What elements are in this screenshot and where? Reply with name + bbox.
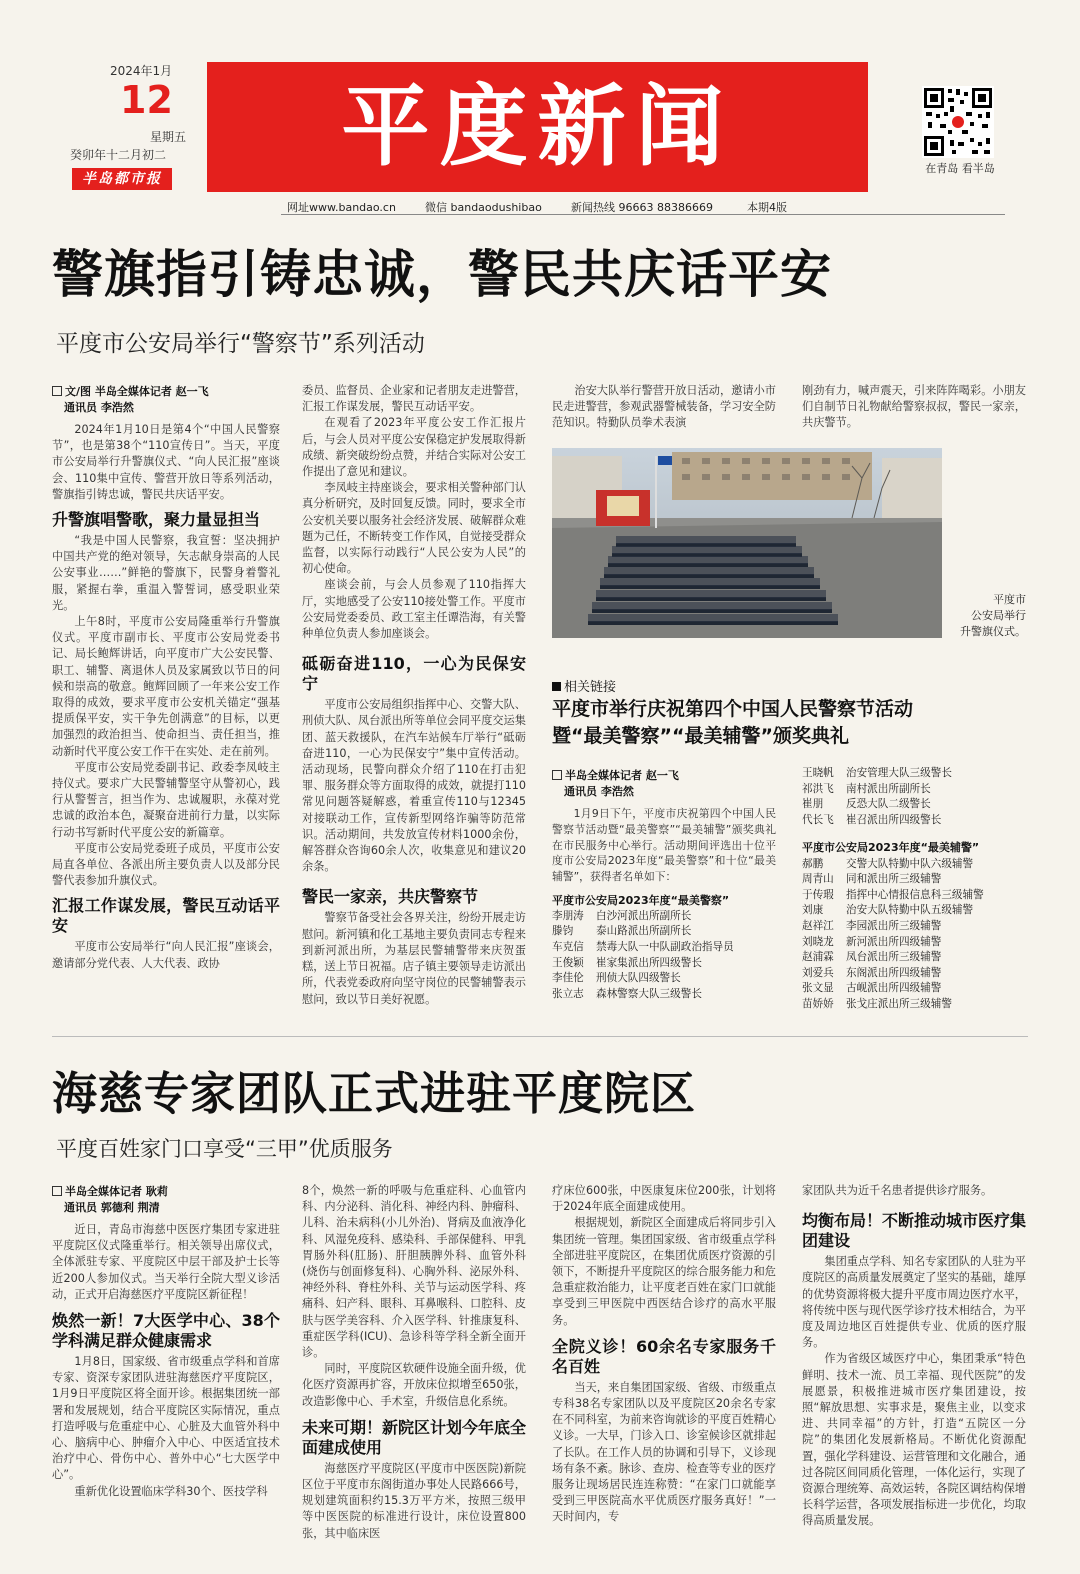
list-item: 刘爱兵 东阁派出所四级辅警 — [802, 966, 942, 979]
list-item: 赵祥江 李园派出所三级辅警 — [802, 919, 942, 932]
masthead-rule — [281, 214, 1005, 215]
list-item: 王俊颖 崔家集派出所四级警长 — [552, 956, 702, 969]
list-item: 祁洪飞 南村派出所副所长 — [802, 782, 931, 795]
story1-column-3: 治安大队举行警营开放日活动，邀请小市民走进警营，参观武器警械装备，学习安全防范知识。特勤队员拳术表演 — [552, 384, 776, 430]
section-heading-family: 警民一家亲，共庆警察节 — [302, 887, 479, 907]
wechat-id: 微信 bandaodushibao — [425, 201, 542, 214]
list-item: 周青山 同和派出所三级辅警 — [802, 873, 942, 886]
police-list-title: 平度市公安局2023年度“最美警察” — [552, 893, 730, 907]
story1-headline: 警旗指引铸忠诚，警民共庆话平安 — [52, 246, 833, 305]
edition-count: 本期4版 — [747, 201, 787, 214]
news-hotline: 新闻热线 96663 88386669 — [571, 201, 713, 214]
qr-code[interactable] — [922, 86, 994, 158]
qr-caption: 在青岛 看半岛 — [925, 162, 995, 175]
list-item: 张文显 古岘派出所四级辅警 — [802, 982, 942, 995]
list-item: 滕钧 泰山路派出所副所长 — [552, 925, 692, 938]
list-item: 刘康 治安大队特勤中队五级辅警 — [802, 904, 974, 917]
list-item: 王晓帆 治安管理大队三级警长 — [802, 767, 952, 779]
masthead-banner — [207, 62, 868, 192]
list-item: 代长飞 崔召派出所四级警长 — [802, 813, 942, 826]
byline-box-icon — [52, 386, 62, 396]
list-item: 郝鹏 交警大队特勤中队六级辅警 — [802, 857, 974, 870]
masthead-info-bar — [285, 198, 1005, 218]
website-link[interactable]: 网址www.bandao.cn — [287, 201, 396, 214]
list-item: 车克信 禁毒大队一中队副政治指导员 — [552, 940, 734, 953]
related-link-tag: 相关链接 — [552, 676, 616, 695]
section-heading-flag: 升警旗唱警歌，聚力量显担当 — [52, 510, 261, 530]
list-item: 赵浦霖 凤台派出所三级辅警 — [802, 951, 942, 964]
list-item: 苗娇娇 张戈庄派出所三级辅警 — [802, 997, 952, 1010]
related-column-1: 半岛全媒体记者 赵一飞 通讯员 李浩然 1月9日下午，平度市庆祝第四个中国人民警察节活动暨“最美警察”“最美辅警”颁奖典礼在市民服务中心举行。活动期间评选出十位平度市公安局2023年度“最美警察”和十位“最美辅警”，获得者名单如下： 平度市公安局2023年度“最美警察” 李朋涛 白沙河派出所副所长 滕钧 泰山路派出所副所长 车克信 禁毒大队一中队副政治指导员 王俊颖 崔家集派出所四级警长 李佳伦 刑侦大队四级警长 张立志 森林警察大队三级警长 — [552, 768, 776, 1002]
story2-column-2: 8个，焕然一新的呼吸与危重症科、心血管内科、内分泌科、消化科、神经内科、肿瘤科、儿科、治未病科(小儿外治)、肾病及血液净化科、风湿免疫科、感染科、手部保健科、甲乳胃肠外科(肛肠)、肝胆胰脾外科、血管外科(烧伤与创面修复科)、心胸外科、泌尿外科、神经外科、脊柱外科、关节与运动医学科、疼痛科、妇产科、眼科、耳鼻喉科、口腔科、皮肤与医学美容科、介入医学科、针推康复科、重症医学科(ICU)、急诊科等学科全新全面开诊。 同时，平度院区软硬件设施全面升级，优化医疗资源再扩容，开放床位拟增至650张，改造影像中心、手术室，升级信息化系统。 未来可期！新院区计划今年底全面建成使用 海慈医疗平度院区(平度市中医医院)新院区位于平度市东阁街道办事处人民路666号，规划建筑面积约15.3万平方米，按照三级甲等中医医院的标准进行设计，床位设置800张，其中临床医 — [302, 1184, 527, 1540]
section-heading-layout: 均衡布局！不断推动城市医疗集团建设 — [802, 1211, 1027, 1251]
list-item: 于传瑕 指挥中心情报信息科三级辅警 — [802, 888, 984, 901]
weekday: 星期五 — [150, 130, 187, 144]
section-heading-report: 汇报工作谋发展，警民互动话平安 — [52, 896, 280, 936]
aux-list-title: 平度市公安局2023年度“最美辅警” — [802, 841, 980, 855]
flag-ceremony-photo — [552, 448, 942, 638]
lunar-date: 癸卯年十二月初二 — [70, 148, 167, 162]
section-heading-110: 砥砺奋进110，一心为民保安宁 — [302, 654, 526, 694]
story-divider — [52, 1036, 1028, 1037]
section-heading-clinic: 全院义诊！60余名专家服务千名百姓 — [552, 1336, 776, 1376]
story1-column-2: 委员、监督员、企业家和记者朋友走进警营，汇报工作谋发展，警民互动话平安。 在观看了2023年平度公安工作汇报片后，与会人员对平度公安保稳定护发展取得新成绩、新突破纷纷点赞，并结合实际对公安工作提出了意见和建议。 李凤岐主持座谈会，要求相关警种部门认真分析研究，及时回复反馈。同时，要求全市公安机关要以服务社会经济发展、破解群众难题为己任，不断转变工作作风，自觉接受群众监督，以实际行动践行“人民公安为人民”的初心使命。 座谈会前，与会人员参观了110指挥大厅，实地感受了公安110接处警工作。平度市公安局党委委员、政工室主任谭浩海，有关警种单位负责人参加座谈会。 砥砺奋进110，一心为民保安宁 平度市公安局组织指挥中心、交警大队、刑侦大队、凤台派出所等单位会同平度交运集团、蓝天救援队，在汽车站候车厅举行“砥砺奋进110，一心为民保安宁”集中宣传活动。活动现场，民警向群众介绍了110在打击犯罪、服务群众等方面取得的成效，就提打110常见问题答疑解惑，着重宣传110与12345对接联动工作，宣传新型网络诈骗等防范常识。活动期间，共发放宣传材料1000余份，解答群众咨询60余人次，收集意见和建议20余条。 警民一家亲，共庆警察节 警察节备受社会各界关注，纷纷开展走访慰问。新河镇和化工基地主要负责同志专程来到新河派出所，为基层民警辅警带来庆贺蛋糕，送上节日祝福。店子镇主要领导走访派出所，代表党委政府向坚守岗位的民警辅警表示慰问，致以节日美好祝愿。 — [302, 384, 526, 1006]
photo-caption: 平度市 公安局举行 升警旗仪式。 — [960, 593, 1026, 638]
related-byline: 半岛全媒体记者 赵一飞 通讯员 李浩然 — [552, 768, 776, 800]
section-heading-new: 焕然一新！7大医学中心、38个学科满足群众健康需求 — [52, 1311, 280, 1351]
date-year-month: 2024年1月 — [110, 64, 173, 78]
story2-column-3: 疗床位600张，中医康复床位200张，计划将于2024年底全面建成使用。 根据规划，新院区全面建成后将同步引入集团统一管理。集团国家级、省市级重点学科全部进驻平度院区，在集团优质医疗资源的引领下，不断提升平度院区的综合服务能力和危急重症救治能力，让平度老百姓在家门口就能享受到三甲医院中西医结合诊疗的高水平服务。 全院义诊！60余名专家服务千名百姓 当天，来自集团国家级、省级、市级重点专科38名专家团队以及平度院区20余名专家在不同科室，为前来咨询就诊的平度百姓精心义诊。一大早，门诊入口、诊室候诊区就排起了长队。在工作人员的协调和引导下，义诊现场有条不紊。脉诊、查房、检查等专业的医疗服务让现场居民连连称赞：“在家门口就能享受到三甲医院高水平优质医疗服务真好！”一天时间内，专 — [552, 1184, 776, 1524]
list-item: 李佳伦 刑侦大队四级警长 — [552, 972, 681, 985]
related-column-2 — [802, 766, 1032, 1013]
story1-byline: 文/图 半岛全媒体记者 赵一飞 通讯员 李浩然 — [52, 384, 280, 416]
story2-headline: 海慈专家团队正式进驻平度院区 — [52, 1067, 697, 1120]
square-bullet-icon — [552, 682, 561, 691]
list-item: 崔朋 反恐大队二级警长 — [802, 798, 931, 811]
publisher-logo: 半岛都市报 — [72, 168, 172, 190]
story2-byline: 半岛全媒体记者 耿莉 通讯员 郭德利 荆清 — [52, 1184, 280, 1216]
date-day: 12 — [120, 78, 173, 122]
story1-column-1: 文/图 半岛全媒体记者 赵一飞 通讯员 李浩然 2024年1月10日是第4个“中国人民警察节”，也是第38个“110宣传日”。当天，平度市公安局举行升警旗仪式、“向人民汇报”座谈会、110集中宣传、警营开放日等系列活动，警旗指引铸忠诚，警民共庆话平安。 升警旗唱警歌，聚力量显担当 “我是中国人民警察，我宣誓：坚决拥护中国共产党的绝对领导，矢志献身崇高的人民公安事业……”鲜艳的警旗下，民警身着警礼服，紧握右拳，重温入警誓词，感受职业荣光。 上午8时，平度市公安局隆重举行升警旗仪式。平度市副市长、平度市公安局党委书记、局长鲍辉讲话，向平度市广大公安民警、职工、辅警、离退休人员及家属致以节日的问候和崇高的敬意。鲍辉回顾了一年来公安工作取得的成效，要求平度市公安机关锚定“强基提质保平安，实干争先创满意”的目标，以更加强烈的政治担当、使命担当、责任担当，推动新时代平度公安工作干在实处、走在前列。 平度市公安局党委副书记、政委李凤岐主持仪式。要求广大民警辅警坚守从警初心，践行从警誓言，担当作为、忠诚履职，永葆对党忠诚的政治本色，凝聚奋进前行力量，以实际行动书写新时代平度公安的新篇章。 平度市公安局党委班子成员，平度市公安局直各单位、各派出所主要负责人以及部分民警代表参加升旗仪式。 汇报工作谋发展，警民互动话平安 平度市公安局举行“向人民汇报”座谈会，邀请部分党代表、人大代表、政协 — [52, 385, 280, 970]
section-heading-future: 未来可期！新院区计划今年底全面建成使用 — [302, 1417, 527, 1457]
story2-column-1: 半岛全媒体记者 耿莉 通讯员 郭德利 荆清 近日，青岛市海慈中医医疗集团专家进驻平度院区仪式隆重举行。相关领导出席仪式，全体派驻专家、平度院区中层干部及护士长等近200人参加仪式。当天举行全院大型义诊活动，正式开启海慈医疗平度院区新征程！ 焕然一新！7大医学中心、38个学科满足群众健康需求 1月8日，国家级、省市级重点学科和首席专家、资深专家团队进驻海慈医疗平度院区，1月9日平度院区将全面开诊。根据集团统一部署和发展规划，结合平度院区实际情况，重点打造呼吸与危重症中心、心脏及大血管外科中心、脑病中心、肿瘤介入中心、中医适宜技术治疗中心、骨伤中心、普外中心“七大医学中心”。 重新优化设置临床学科30个、医技学科 — [52, 1185, 280, 1498]
story1-column-4: 刚劲有力，喊声震天，引来阵阵喝彩。小朋友们自制节日礼物献给警察叔叔，警民一家亲，共庆警节。 — [802, 384, 1026, 430]
police-list-a — [552, 909, 776, 1003]
related-headline: 平度市举行庆祝第四个中国人民警察节活动 暨“最美警察”“最美辅警”颁奖典礼 — [552, 698, 914, 747]
masthead-title: 平度新闻 — [341, 75, 734, 178]
list-item: 李朋涛 白沙河派出所副所长 — [552, 909, 692, 922]
list-item: 张立志 森林警察大队三级警长 — [552, 987, 702, 1000]
aux-list — [802, 857, 1032, 1013]
story2-subheadline: 平度百姓家门口享受“三甲”优质服务 — [56, 1137, 393, 1161]
story1-subheadline: 平度市公安局举行“警察节”系列活动 — [56, 331, 425, 357]
issue-date-block — [60, 60, 190, 200]
list-item: 刘晓龙 新河派出所四级辅警 — [802, 935, 942, 948]
police-list-b — [802, 766, 1032, 828]
story2-column-4: 家团队共为近千名患者提供诊疗服务。 均衡布局！不断推动城市医疗集团建设 集团重点学科、知名专家团队的人驻为平度院区的高质量发展奠定了坚实的基础，雄厚的优势资源将极大提升平度市周边医疗水平，将传统中医与现代医学诊疗技术相结合，为平度及周边地区百姓提供专业、优质的医疗服务。 作为省级区域医疗中心，集团秉承“特色鲜明、技术一流、员工幸福、现代医院”的发展愿景，积极推进城市医疗集团建设，按照“解放思想、实事求是，聚焦主业，以变求进、共同幸福”的方针，打造“五院区一分院”的集团化发展新格局。不断优化资源配置，强化学科建设、运营管理和文化融合，通过各院区间同质化管理，一体化运行，实现了资源合理统筹、高效运转，各院区调结构保增长科学运营，各项发展指标进一步优化，均取得高质量发展。 — [802, 1184, 1027, 1528]
